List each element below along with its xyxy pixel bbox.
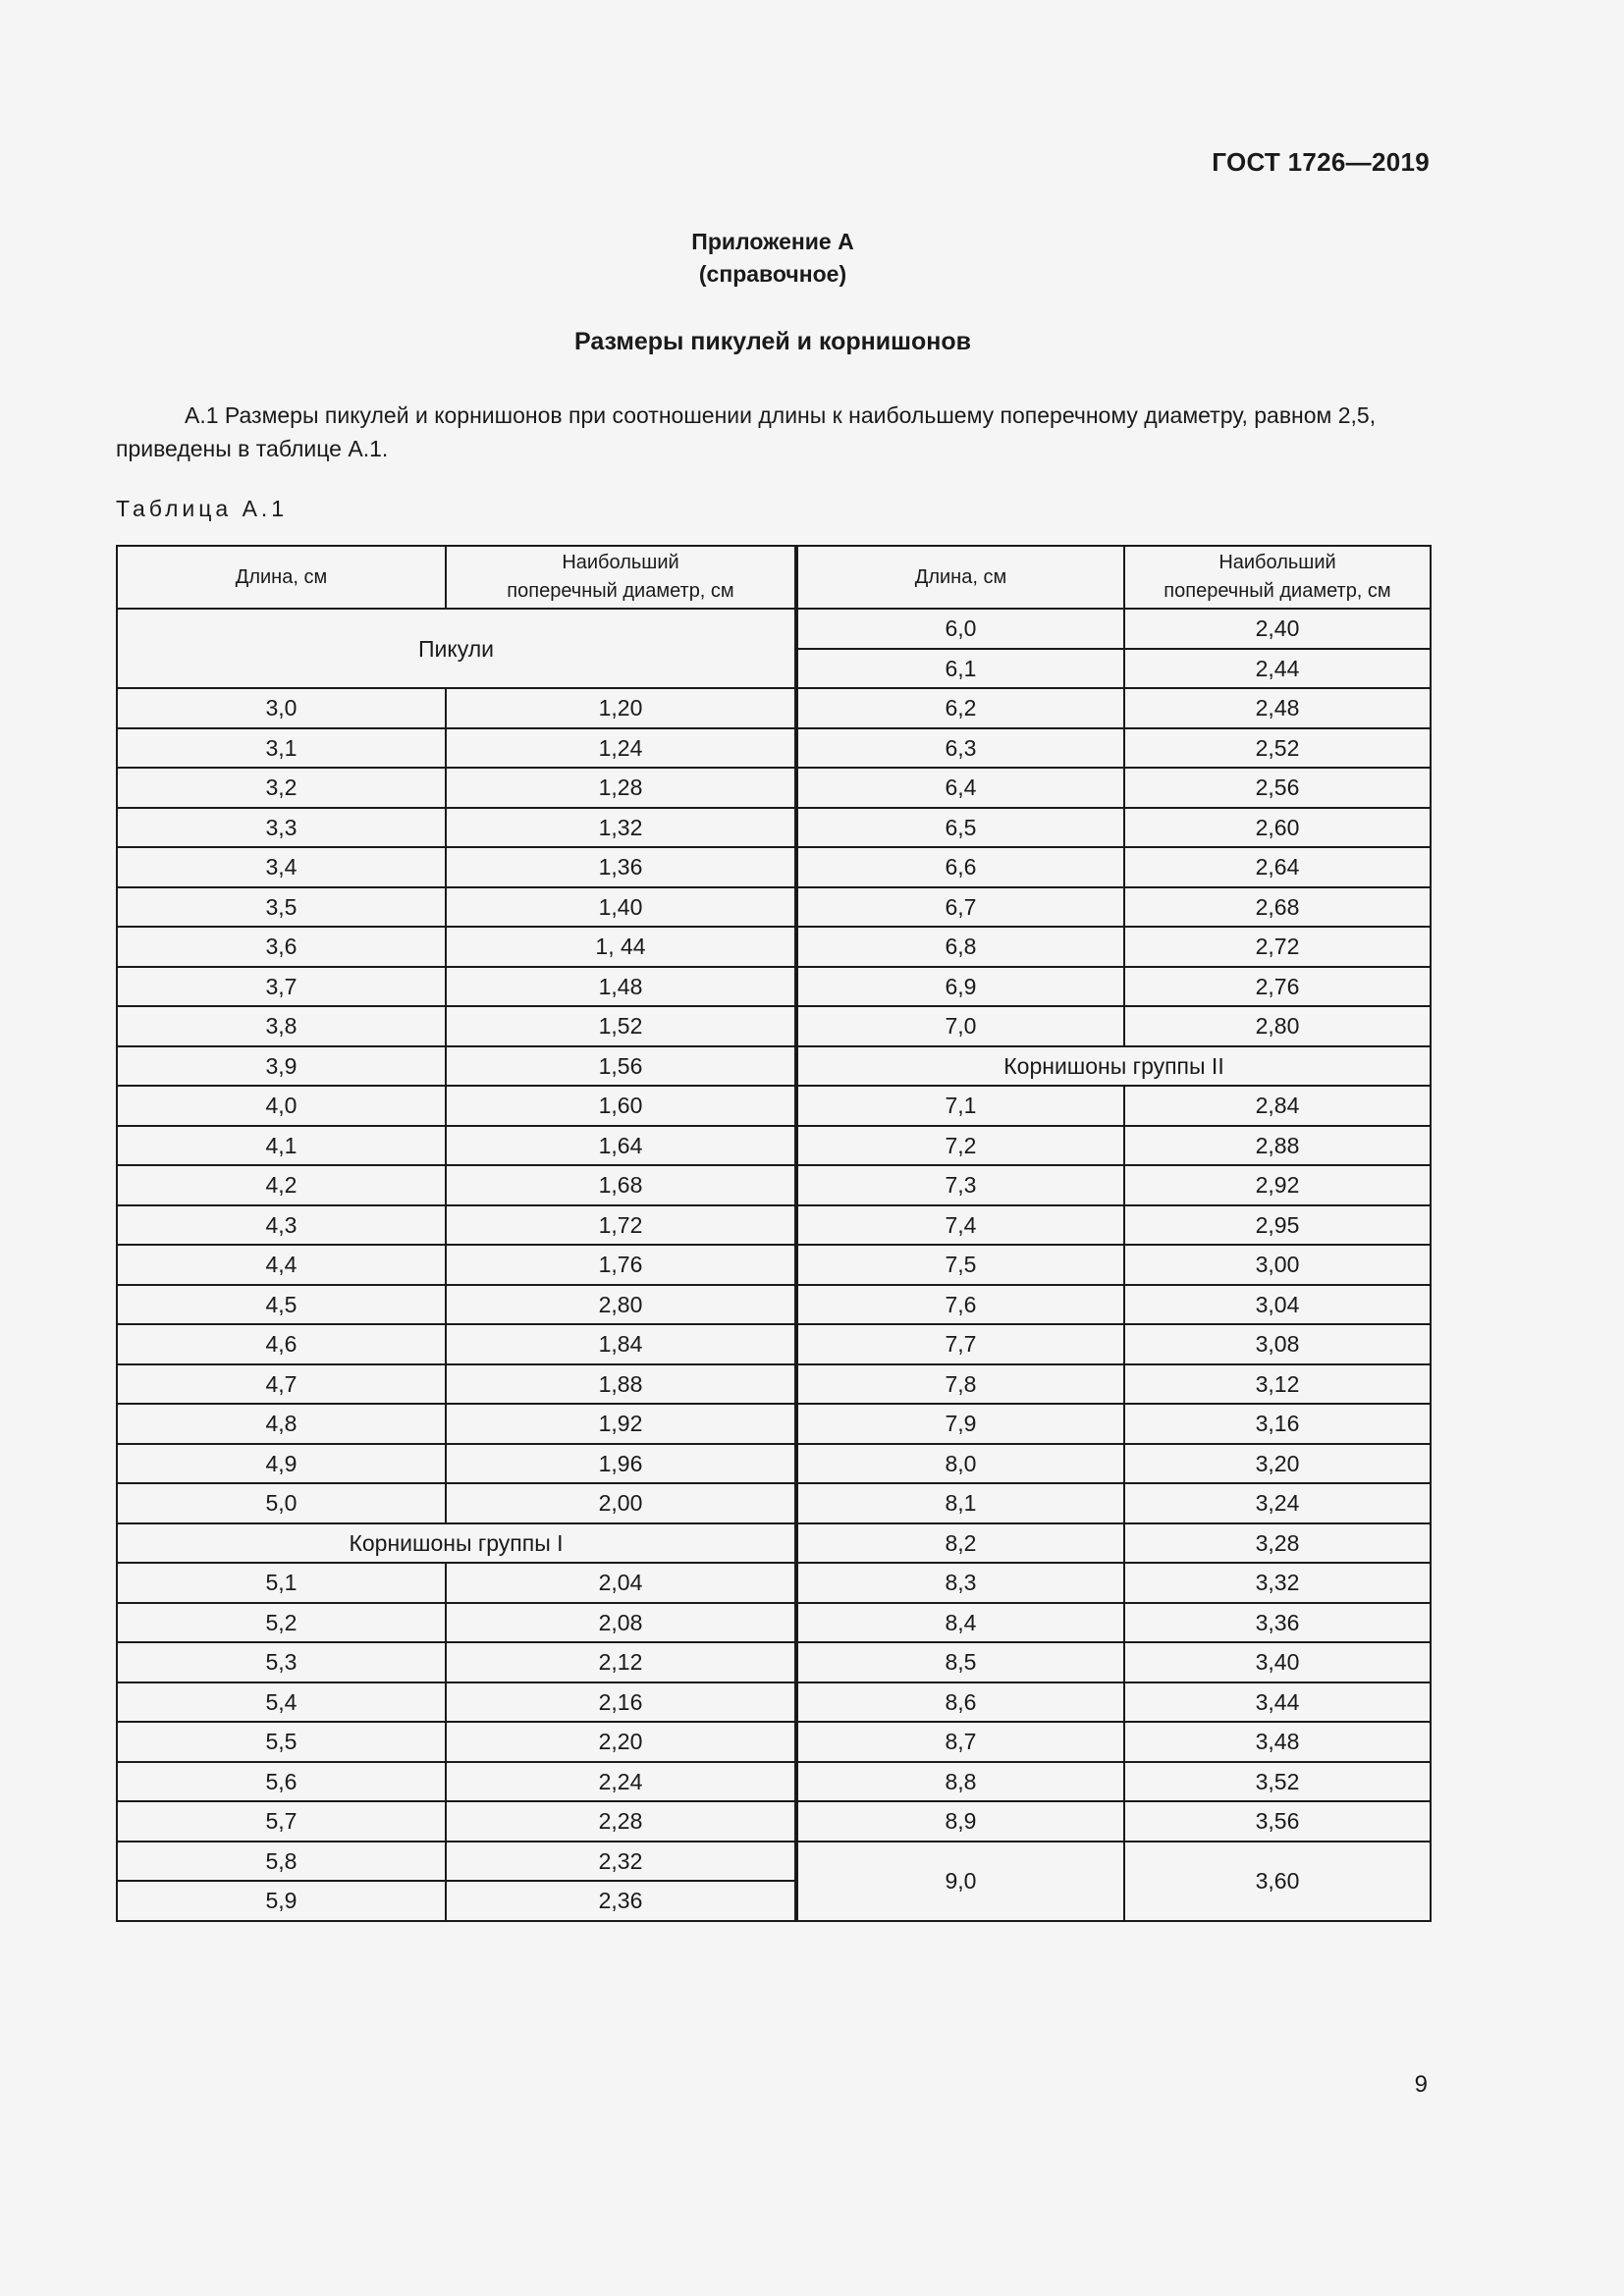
length-cell: 3,8	[117, 1006, 446, 1046]
group-title-row	[797, 1046, 1431, 1087]
table-row	[117, 1801, 795, 1842]
diameter-cell: 2,48	[1124, 688, 1431, 728]
length-cell: 6,1	[797, 649, 1124, 689]
table-row	[117, 887, 795, 928]
table-row	[797, 649, 1431, 689]
length-cell: 5,3	[117, 1642, 446, 1682]
diameter-cell: 2,84	[1124, 1086, 1431, 1126]
diameter-cell: 1,64	[446, 1126, 795, 1166]
diameter-cell: 3,52	[1124, 1762, 1431, 1802]
table-row	[117, 847, 795, 887]
diameter-cell: 1,40	[446, 887, 795, 928]
table-row	[797, 847, 1431, 887]
length-cell: 3,9	[117, 1046, 446, 1087]
diameter-cell: 2,76	[1124, 967, 1431, 1007]
length-cell: 3,2	[117, 768, 446, 808]
table-row	[117, 1364, 795, 1405]
table-row	[797, 927, 1431, 967]
table-row	[797, 728, 1431, 769]
table-row	[117, 1762, 795, 1802]
length-cell: 3,1	[117, 728, 446, 769]
header-diameter	[446, 546, 795, 609]
length-cell: 4,5	[117, 1285, 446, 1325]
length-cell: 8,4	[797, 1603, 1124, 1643]
table-row	[117, 1682, 795, 1723]
appendix-label: Приложение А	[691, 229, 854, 254]
table-row	[117, 1483, 795, 1523]
length-cell: 4,3	[117, 1205, 446, 1246]
diameter-cell: 3,20	[1124, 1444, 1431, 1484]
table-row	[797, 688, 1431, 728]
length-cell: 4,1	[117, 1126, 446, 1166]
length-cell: 3,5	[117, 887, 446, 928]
group-title: Корнишоны группы II	[797, 1046, 1431, 1087]
length-cell: 6,9	[797, 967, 1124, 1007]
diameter-cell: 1,32	[446, 808, 795, 848]
diameter-cell: 2,44	[1124, 649, 1431, 689]
table-caption: Таблица А.1	[116, 496, 289, 521]
table-row	[797, 1205, 1431, 1246]
length-cell: 3,6	[117, 927, 446, 967]
table-row	[797, 808, 1431, 848]
length-cell: 8,9	[797, 1801, 1124, 1842]
length-cell: 6,0	[797, 609, 1124, 649]
table-row	[117, 1006, 795, 1046]
diameter-cell: 2,40	[1124, 609, 1431, 649]
table-row	[117, 1642, 795, 1682]
diameter-cell: 3,28	[1124, 1523, 1431, 1564]
diameter-cell: 1,20	[446, 688, 795, 728]
length-cell: 7,6	[797, 1285, 1124, 1325]
intro-paragraph	[116, 399, 1430, 465]
table-row	[797, 1324, 1431, 1364]
length-cell: 6,6	[797, 847, 1124, 887]
diameter-cell: 3,40	[1124, 1642, 1431, 1682]
table-row	[117, 1046, 795, 1087]
length-cell: 3,7	[117, 967, 446, 1007]
intro-text: А.1 Размеры пикулей и корнишонов при соотношении длины к наибольшему поперечному диаметру, равном 2,5, приведены в таблице А.1.	[116, 402, 1377, 461]
diameter-cell: 2,68	[1124, 887, 1431, 928]
length-cell: 8,3	[797, 1563, 1124, 1603]
sizes-table-right	[796, 545, 1432, 1922]
diameter-cell: 1,68	[446, 1165, 795, 1205]
length-cell: 6,8	[797, 927, 1124, 967]
diameter-cell: 3,12	[1124, 1364, 1431, 1405]
sizes-table	[116, 545, 1430, 1922]
table-header-row	[797, 546, 1431, 609]
length-cell: 5,0	[117, 1483, 446, 1523]
table-row	[117, 1603, 795, 1643]
table-row	[117, 1165, 795, 1205]
length-cell: 7,0	[797, 1006, 1124, 1046]
length-cell: 5,9	[117, 1881, 446, 1921]
table-row	[797, 1245, 1431, 1285]
diameter-cell: 2,00	[446, 1483, 795, 1523]
diameter-cell: 3,44	[1124, 1682, 1431, 1723]
length-cell: 6,7	[797, 887, 1124, 928]
diameter-cell: 2,24	[446, 1762, 795, 1802]
diameter-cell: 2,12	[446, 1642, 795, 1682]
table-row	[797, 1523, 1431, 1564]
table-row	[797, 1404, 1431, 1444]
table-row	[117, 1245, 795, 1285]
table-row	[797, 1682, 1431, 1723]
section-title: Размеры пикулей и корнишонов	[573, 328, 971, 355]
group-title-row	[117, 609, 795, 688]
length-cell: 4,8	[117, 1404, 446, 1444]
appendix-heading	[0, 226, 1545, 291]
header-diameter-line1: Наибольший	[1218, 552, 1336, 573]
table-row	[797, 967, 1431, 1007]
length-cell: 5,7	[117, 1801, 446, 1842]
diameter-cell: 3,08	[1124, 1324, 1431, 1364]
length-cell: 7,8	[797, 1364, 1124, 1405]
header-diameter	[1124, 546, 1431, 609]
table-row	[117, 1205, 795, 1246]
diameter-cell: 2,80	[1124, 1006, 1431, 1046]
length-cell: 5,4	[117, 1682, 446, 1723]
table-row	[117, 1324, 795, 1364]
table-row	[117, 1563, 795, 1603]
appendix-type: (справочное)	[698, 261, 847, 287]
table-row	[797, 768, 1431, 808]
diameter-cell: 2,56	[1124, 768, 1431, 808]
diameter-cell: 2,60	[1124, 808, 1431, 848]
length-cell: 6,4	[797, 768, 1124, 808]
diameter-cell: 1,96	[446, 1444, 795, 1484]
sizes-table-left	[116, 545, 796, 1922]
table-row	[797, 1126, 1431, 1166]
table-row	[797, 1006, 1431, 1046]
diameter-cell: 1,52	[446, 1006, 795, 1046]
table-header-row	[117, 546, 795, 609]
table-row	[797, 1444, 1431, 1484]
table-row	[797, 1842, 1431, 1921]
diameter-cell: 2,20	[446, 1722, 795, 1762]
length-cell: 6,5	[797, 808, 1124, 848]
header-diameter-line2: поперечный диаметр, см	[507, 580, 734, 602]
diameter-cell: 2,36	[446, 1881, 795, 1921]
length-cell: 7,5	[797, 1245, 1124, 1285]
table-row	[797, 1563, 1431, 1603]
left-table-body	[117, 546, 795, 1921]
length-cell: 6,3	[797, 728, 1124, 769]
diameter-cell: 3,32	[1124, 1563, 1431, 1603]
diameter-cell: 1,92	[446, 1404, 795, 1444]
diameter-cell: 1,36	[446, 847, 795, 887]
table-row	[117, 1444, 795, 1484]
diameter-cell: 3,48	[1124, 1722, 1431, 1762]
length-cell: 9,0	[797, 1842, 1124, 1921]
table-row	[117, 768, 795, 808]
length-cell: 7,9	[797, 1404, 1124, 1444]
length-cell: 7,7	[797, 1324, 1124, 1364]
table-row	[797, 1483, 1431, 1523]
diameter-cell: 2,72	[1124, 927, 1431, 967]
diameter-cell: 1,24	[446, 728, 795, 769]
table-row	[797, 609, 1431, 649]
table-row	[117, 1404, 795, 1444]
length-cell: 3,4	[117, 847, 446, 887]
length-cell: 4,6	[117, 1324, 446, 1364]
table-row	[797, 1165, 1431, 1205]
group-title: Пикули	[117, 609, 795, 688]
length-cell: 4,2	[117, 1165, 446, 1205]
diameter-cell: 3,60	[1124, 1842, 1431, 1921]
length-cell: 4,4	[117, 1245, 446, 1285]
diameter-cell: 3,04	[1124, 1285, 1431, 1325]
table-row	[797, 1364, 1431, 1405]
table-row	[117, 1126, 795, 1166]
diameter-cell: 1,76	[446, 1245, 795, 1285]
diameter-cell: 3,36	[1124, 1603, 1431, 1643]
diameter-cell: 1,48	[446, 967, 795, 1007]
diameter-cell: 1, 44	[446, 927, 795, 967]
diameter-cell: 3,24	[1124, 1483, 1431, 1523]
table-row	[797, 1762, 1431, 1802]
length-cell: 7,4	[797, 1205, 1124, 1246]
length-cell: 5,2	[117, 1603, 446, 1643]
table-row	[117, 728, 795, 769]
length-cell: 8,7	[797, 1722, 1124, 1762]
document-code: ГОСТ 1726—2019	[1212, 147, 1430, 177]
table-row	[117, 1842, 795, 1882]
length-cell: 7,1	[797, 1086, 1124, 1126]
length-cell: 8,5	[797, 1642, 1124, 1682]
length-cell: 8,2	[797, 1523, 1124, 1564]
length-cell: 3,0	[117, 688, 446, 728]
length-cell: 8,1	[797, 1483, 1124, 1523]
diameter-cell: 2,28	[446, 1801, 795, 1842]
header-length: Длина, см	[797, 546, 1124, 609]
length-cell: 7,3	[797, 1165, 1124, 1205]
header-diameter-line1: Наибольший	[562, 552, 679, 573]
diameter-cell: 3,16	[1124, 1404, 1431, 1444]
table-row	[797, 1285, 1431, 1325]
diameter-cell: 2,04	[446, 1563, 795, 1603]
header-length: Длина, см	[117, 546, 446, 609]
diameter-cell: 3,56	[1124, 1801, 1431, 1842]
diameter-cell: 1,56	[446, 1046, 795, 1087]
table-row	[117, 688, 795, 728]
length-cell: 3,3	[117, 808, 446, 848]
length-cell: 8,0	[797, 1444, 1124, 1484]
table-row	[797, 887, 1431, 928]
diameter-cell: 2,95	[1124, 1205, 1431, 1246]
table-row	[117, 1881, 795, 1921]
table-row	[797, 1086, 1431, 1126]
diameter-cell: 1,72	[446, 1205, 795, 1246]
diameter-cell: 2,88	[1124, 1126, 1431, 1166]
page-number: 9	[1414, 2071, 1428, 2098]
diameter-cell: 2,92	[1124, 1165, 1431, 1205]
group-title: Корнишоны группы I	[117, 1523, 795, 1564]
diameter-cell: 2,16	[446, 1682, 795, 1723]
length-cell: 8,6	[797, 1682, 1124, 1723]
table-row	[797, 1722, 1431, 1762]
table-row	[117, 967, 795, 1007]
table-row	[797, 1603, 1431, 1643]
table-row	[117, 1722, 795, 1762]
length-cell: 6,2	[797, 688, 1124, 728]
table-row	[117, 808, 795, 848]
length-cell: 8,8	[797, 1762, 1124, 1802]
length-cell: 4,9	[117, 1444, 446, 1484]
diameter-cell: 2,64	[1124, 847, 1431, 887]
diameter-cell: 3,00	[1124, 1245, 1431, 1285]
length-cell: 4,0	[117, 1086, 446, 1126]
diameter-cell: 1,84	[446, 1324, 795, 1364]
length-cell: 5,8	[117, 1842, 446, 1882]
length-cell: 5,1	[117, 1563, 446, 1603]
right-table-body	[797, 546, 1431, 1921]
diameter-cell: 2,32	[446, 1842, 795, 1882]
length-cell: 5,6	[117, 1762, 446, 1802]
length-cell: 5,5	[117, 1722, 446, 1762]
group-title-row	[117, 1523, 795, 1564]
table-row	[117, 1285, 795, 1325]
diameter-cell: 2,08	[446, 1603, 795, 1643]
table-row	[117, 1086, 795, 1126]
diameter-cell: 1,88	[446, 1364, 795, 1405]
length-cell: 7,2	[797, 1126, 1124, 1166]
diameter-cell: 1,60	[446, 1086, 795, 1126]
table-row	[797, 1642, 1431, 1682]
length-cell: 4,7	[117, 1364, 446, 1405]
diameter-cell: 1,28	[446, 768, 795, 808]
table-row	[117, 927, 795, 967]
table-row	[797, 1801, 1431, 1842]
diameter-cell: 2,80	[446, 1285, 795, 1325]
diameter-cell: 2,52	[1124, 728, 1431, 769]
header-diameter-line2: поперечный диаметр, см	[1164, 580, 1391, 602]
